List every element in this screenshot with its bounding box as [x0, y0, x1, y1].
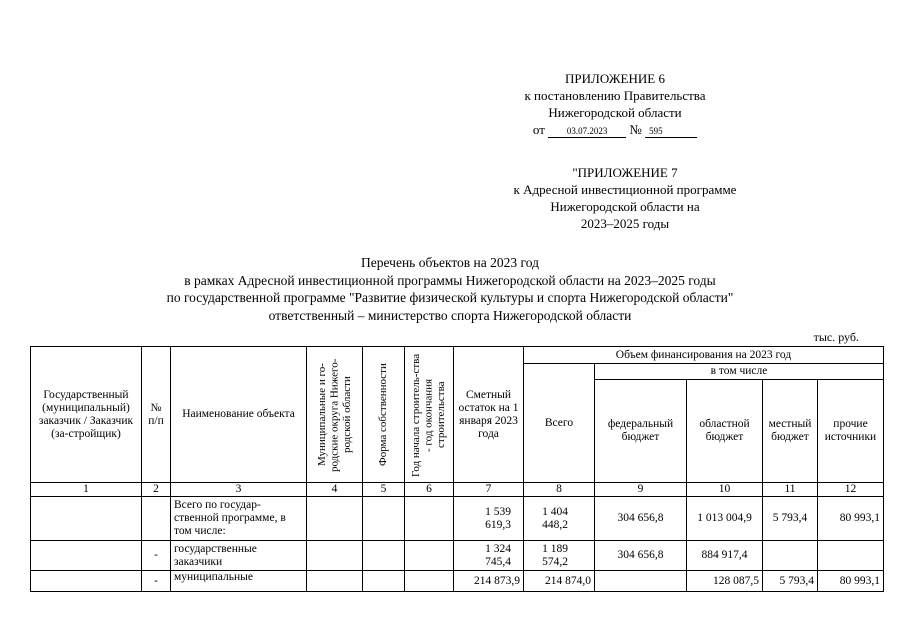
- header-regional: областной бюджет: [687, 380, 763, 483]
- header-ownership-text: Форма собственности: [377, 363, 390, 466]
- appendix-7-header: [470, 164, 780, 232]
- header-municipal-text: Муниципальные и го-родские округа Нижего-родской области: [315, 357, 353, 472]
- header-financing: Объем финансирования на 2023 год: [524, 347, 884, 364]
- appendix-6-title: ПРИЛОЖЕНИЕ 6: [565, 71, 665, 86]
- decree-date: 03.07.2023: [548, 126, 626, 138]
- cell-federal: 304 656,8: [595, 541, 687, 571]
- appendix-7-line2: Нижегородской области на: [550, 199, 700, 214]
- decree-number: 595: [645, 126, 697, 138]
- cell-remainder: [454, 497, 524, 541]
- cell-municipal: [307, 497, 363, 541]
- cell-total: [524, 541, 595, 571]
- cell-name: Всего по государ-ственной программе, в том числе:: [171, 497, 307, 541]
- header-row-1: [31, 347, 884, 364]
- col-number: 2: [142, 483, 171, 497]
- cell-regional: 884 917,4: [687, 541, 763, 571]
- header-years-text: Год начала строитель-ства - год окончания строительства: [410, 352, 448, 477]
- column-number-row: [31, 483, 884, 497]
- cell-customer: [31, 541, 142, 571]
- header-total: Всего: [524, 364, 595, 483]
- table-row: [31, 571, 884, 592]
- table-row: [31, 541, 884, 571]
- date-prefix: от: [532, 122, 545, 137]
- cell-total-value: 1 404 448,2: [542, 505, 568, 531]
- header-local: местный бюджет: [763, 380, 818, 483]
- title-line4: ответственный – министерство спорта Нижегородской области: [268, 307, 632, 323]
- cell-other: 80 993,1: [818, 497, 884, 541]
- col-number: 12: [818, 483, 884, 497]
- col-number: 1: [31, 483, 142, 497]
- table-row: [31, 497, 884, 541]
- appendix-6-dateline: [480, 121, 750, 138]
- cell-municipal: [307, 571, 363, 592]
- col-number: 9: [595, 483, 687, 497]
- header-num: № п/п: [142, 347, 171, 483]
- cell-total-value: 1 189 574,2: [542, 542, 568, 568]
- cell-ownership: [363, 497, 405, 541]
- cell-name: государственные заказчики: [171, 541, 307, 571]
- cell-remainder-value: 1 324 745,4: [485, 542, 511, 568]
- col-number: 5: [363, 483, 405, 497]
- header-customer: Государственный (муниципальный) заказчик / Заказчик (за-стройщик): [31, 347, 142, 483]
- cell-ownership: [363, 571, 405, 592]
- title-line1: Перечень объектов на 2023 год: [361, 255, 539, 270]
- header-federal: федеральный бюджет: [595, 380, 687, 483]
- cell-total: [524, 497, 595, 541]
- col-number: 3: [171, 483, 307, 497]
- header-including: в том числе: [595, 364, 884, 380]
- cell-customer: [31, 497, 142, 541]
- appendix-7-line1: к Адресной инвестиционной программе: [513, 182, 737, 197]
- title-line3: по государственной программе "Развитие физической культуры и спорта Нижегородской области": [166, 290, 734, 305]
- number-sign: №: [629, 122, 642, 137]
- cell-federal: [595, 571, 687, 592]
- title-line2: в рамках Адресной инвестиционной программы Нижегородской области на 2023–2025 годы: [184, 272, 716, 288]
- financing-table: [30, 346, 884, 592]
- cell-federal: 304 656,8: [595, 497, 687, 541]
- cell-local: [763, 541, 818, 571]
- cell-regional: 1 013 004,9: [687, 497, 763, 541]
- cell-years: [405, 571, 454, 592]
- header-ownership: [363, 347, 405, 483]
- cell-ownership: [363, 541, 405, 571]
- cell-remainder: [454, 541, 524, 571]
- col-number: 10: [687, 483, 763, 497]
- cell-num: [142, 497, 171, 541]
- appendix-6-header: [480, 70, 750, 138]
- cell-remainder-value: 1 539 619,3: [485, 505, 511, 531]
- cell-total: 214 874,0: [524, 571, 595, 592]
- cell-municipal: [307, 541, 363, 571]
- col-number: 7: [454, 483, 524, 497]
- cell-local: 5 793,4: [763, 571, 818, 592]
- cell-years: [405, 497, 454, 541]
- cell-other: 80 993,1: [818, 571, 884, 592]
- cell-local: 5 793,4: [763, 497, 818, 541]
- document-title: [90, 254, 810, 324]
- units-label: тыс. руб.: [813, 330, 859, 344]
- header-years: [405, 347, 454, 483]
- cell-name: муниципальные: [171, 571, 307, 592]
- col-number: 8: [524, 483, 595, 497]
- header-name: Наименование объекта: [171, 347, 307, 483]
- col-number: 11: [763, 483, 818, 497]
- appendix-7-line3: 2023–2025 годы: [580, 216, 670, 231]
- header-other: прочие источники: [818, 380, 884, 483]
- cell-other: [818, 541, 884, 571]
- cell-regional: 128 087,5: [687, 571, 763, 592]
- appendix-6-line1: к постановлению Правительства: [524, 88, 706, 103]
- header-municipal: [307, 347, 363, 483]
- cell-num: -: [142, 541, 171, 571]
- appendix-7-title: "ПРИЛОЖЕНИЕ 7: [572, 165, 678, 180]
- appendix-6-line2: Нижегородской области: [548, 105, 682, 120]
- cell-remainder: 214 873,9: [454, 571, 524, 592]
- cell-num: -: [142, 571, 171, 592]
- col-number: 6: [405, 483, 454, 497]
- header-remainder: Сметный остаток на 1 января 2023 года: [454, 347, 524, 483]
- cell-years: [405, 541, 454, 571]
- cell-customer: [31, 571, 142, 592]
- col-number: 4: [307, 483, 363, 497]
